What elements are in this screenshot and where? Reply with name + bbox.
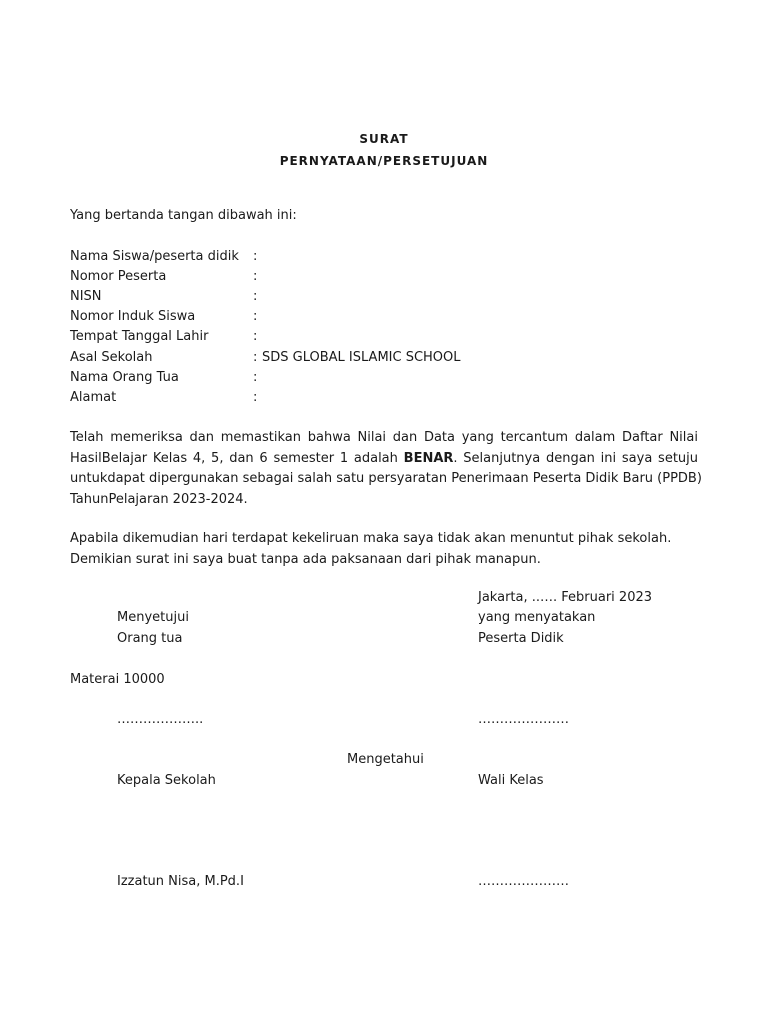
field-colon: : xyxy=(253,390,258,405)
field-label: Nomor Induk Siswa xyxy=(70,309,196,324)
field-colon: : xyxy=(253,309,258,324)
field-colon: : xyxy=(253,329,258,344)
field-label: Nomor Peserta xyxy=(70,269,167,284)
principal-name: Izzatun Nisa, M.Pd.I xyxy=(117,874,244,889)
statement-line: Telah memeriksa dan memastikan bahwa Nilai dan Data yang tercantum dalam Daftar Nilai xyxy=(70,430,698,445)
field-colon: : xyxy=(253,269,258,284)
field-label: Nama Siswa/peserta didik xyxy=(70,249,239,264)
statement-line: TahunPelajaran 2023-2024. xyxy=(70,491,248,507)
field-colon: : xyxy=(253,249,258,264)
field-label: Tempat Tanggal Lahir xyxy=(70,329,209,344)
student-signature-line: ………………… xyxy=(478,712,569,727)
field-colon: : xyxy=(253,289,258,304)
principal-title: Kepala Sekolah xyxy=(117,773,216,788)
statement-bold-benar: BENAR xyxy=(403,450,454,466)
field-value: SDS GLOBAL ISLAMIC SCHOOL xyxy=(262,350,461,365)
statement-text: HasilBelajar Kelas 4, 5, dan 6 semester 1 adalah xyxy=(70,450,404,466)
student-label: Peserta Didik xyxy=(478,631,564,646)
closing-paragraph xyxy=(70,529,698,570)
parent-label: Orang tua xyxy=(117,631,183,646)
field-label: Alamat xyxy=(70,390,117,405)
field-label: Asal Sekolah xyxy=(70,350,153,365)
letter-title: SURAT xyxy=(359,132,409,146)
declarant-label: yang menyatakan xyxy=(478,610,596,625)
intro-text: Yang bertanda tangan dibawah ini: xyxy=(70,208,297,223)
closing-line: Apabila dikemudian hari terdapat kekeliruan maka saya tidak akan menuntut pihak sekolah. xyxy=(70,531,672,546)
closing-line: Demikian surat ini saya buat tanpa ada paksanaan dari pihak manapun. xyxy=(70,551,541,567)
statement-paragraph xyxy=(70,428,702,510)
field-label: NISN xyxy=(70,289,102,304)
homeroom-title: Wali Kelas xyxy=(478,773,544,788)
field-label: Nama Orang Tua xyxy=(70,370,179,385)
statement-text: . Selanjutnya dengan ini saya setuju xyxy=(453,450,699,466)
parent-signature-line: ……………….. xyxy=(117,712,204,727)
statement-line xyxy=(70,449,698,470)
statement-line: untukdapat dipergunakan sebagai salah satu persyaratan Penerimaan Peserta Didik Baru (PPDB) xyxy=(70,471,702,486)
field-colon: : xyxy=(253,350,258,365)
approval-label: Menyetujui xyxy=(117,610,189,625)
place-date: Jakarta, ..…. Februari 2023 xyxy=(478,590,653,605)
stamp-note: Materai 10000 xyxy=(70,672,165,687)
homeroom-signature-line: ………………… xyxy=(478,874,569,889)
field-colon: : xyxy=(253,370,258,385)
acknowledge-label: Mengetahui xyxy=(347,752,424,767)
letter-subtitle: PERNYATAAN/PERSETUJUAN xyxy=(279,154,489,168)
